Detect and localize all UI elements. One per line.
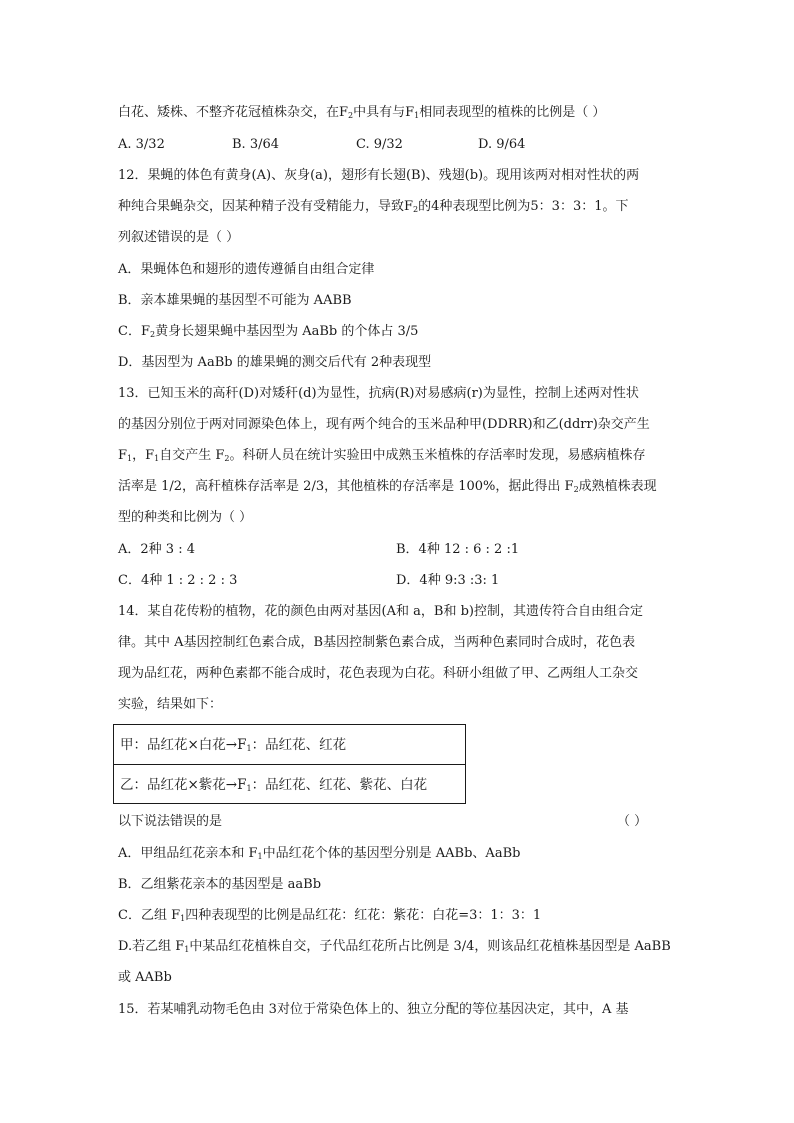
q12-option-b: B．亲本雄果蝇的基因型不可能为 AABB <box>118 293 352 308</box>
q15-stem-line1: 15．若某哺乳动物毛色由 3对位于常染色体上的、独立分配的等位基因决定，其中，A 基 <box>118 1002 629 1017</box>
q14-option-d-line2: 或 AABb <box>118 970 172 985</box>
q13-option-d: D．4种 9:3 :3: 1 <box>396 573 500 588</box>
q14-option-c: C．乙组 $F_1$四种表现型的比例是品红花：红花：紫花：白花=3：1：3：1 <box>118 908 542 923</box>
q11-option-c: C. 9/32 <box>356 137 403 152</box>
q13-stem-line5: 型的种类和比例为（ ） <box>118 510 253 525</box>
q14-stem-line1: 14．某自花传粉的植物，花的颜色由两对基因(A和 a，B和 b)控制，其遗传符合自由组合定 <box>118 604 643 619</box>
q12-option-a: A．果蝇体色和翅形的遗传遵循自由组合定律 <box>118 262 375 277</box>
q14-answer-paren: （ ） <box>617 814 648 829</box>
q14-option-d-line1: D.若乙组 $F_1$中某品红花植株自交，子代品红花所占比例是 3/4，则该品红花植株基因型是 AaBB <box>118 939 671 954</box>
q14-table-row-jia: 甲：品红花×白花$\to F_1$：品红花、红花 <box>120 737 347 753</box>
q11-option-a: A. 3/32 <box>118 137 165 152</box>
q14-option-a: A．甲组品红花亲本和 $F_1$中品红花个体的基因型分别是 AABb、AaBb <box>118 846 521 861</box>
q14-option-b: B．乙组紫花亲本的基因型是 aaBb <box>118 877 322 892</box>
q12-stem-line2: 种纯合果蝇杂交，因某种精子没有受精能力，导致$F_2$的4种表现型比例为5：3：3：1。下 <box>118 199 629 214</box>
q12-stem-line1: 12．果蝇的体色有黄身(A)、灰身(a)，翅形有长翅(B)、残翅(b)。现用该两对相对性状的两 <box>118 168 640 183</box>
q14-question: 以下说法错误的是 <box>118 814 223 829</box>
q14-stem-line2: 律。其中 A基因控制红色素合成，B基因控制紫色素合成，当两种色素同时合成时，花色表 <box>118 635 636 650</box>
q13-option-c: C．4种 1 : 2 : 2 : 3 <box>118 573 238 588</box>
q12-option-c: C．$F_2$黄身长翅果蝇中基因型为 AaBb 的个体占 3/5 <box>118 324 419 339</box>
q11-option-b: B. 3/64 <box>232 137 280 152</box>
q14-results-table <box>113 724 466 804</box>
q14-stem-line3: 现为品红花，两种色素都不能合成时，花色表现为白花。科研小组做了甲、乙两组人工杂交 <box>118 666 639 681</box>
q11-option-d: D. 9/64 <box>478 137 526 152</box>
q13-option-a: A．2种 3 : 4 <box>118 542 195 557</box>
q14-table-row-yi: 乙：品红花×紫花$\to F_1$：品红花、红花、紫花、白花 <box>120 777 428 793</box>
q13-stem-line4: 活率是 1/2，高秆植株存活率是 2/3，其他植株的存活率是 100%，据此得出 $F_2$成熟植株表现 <box>118 479 657 494</box>
q12-option-d: D．基因型为 AaBb 的雄果蝇的测交后代有 2种表现型 <box>118 355 432 370</box>
q14-stem-line4: 实验，结果如下： <box>118 697 223 712</box>
q12-stem-line3: 列叙述错误的是（ ） <box>118 230 240 245</box>
q13-stem-line3: $F_1$，$F_1$自交产生 $F_2$。科研人员在统计实验田中成熟玉米植株的存活率时发现，易感病植株存 <box>118 448 646 463</box>
q11-stem-tail: 白花、矮株、不整齐花冠植株杂交，在$F_2$中具有与$F_1$相同表现型的植株的比例是（ ） <box>118 105 606 120</box>
q13-stem-line1: 13．已知玉米的高秆(D)对矮秆(d)为显性，抗病(R)对易感病(r)为显性，控制上述两对性状 <box>118 386 639 401</box>
q13-option-b: B．4种 12 : 6 : 2 :1 <box>396 542 520 557</box>
q13-stem-line2: 的基因分别位于两对同源染色体上，现有两个纯合的玉米品种甲(DDRR)和乙(ddrr)杂交产生 <box>118 417 650 432</box>
